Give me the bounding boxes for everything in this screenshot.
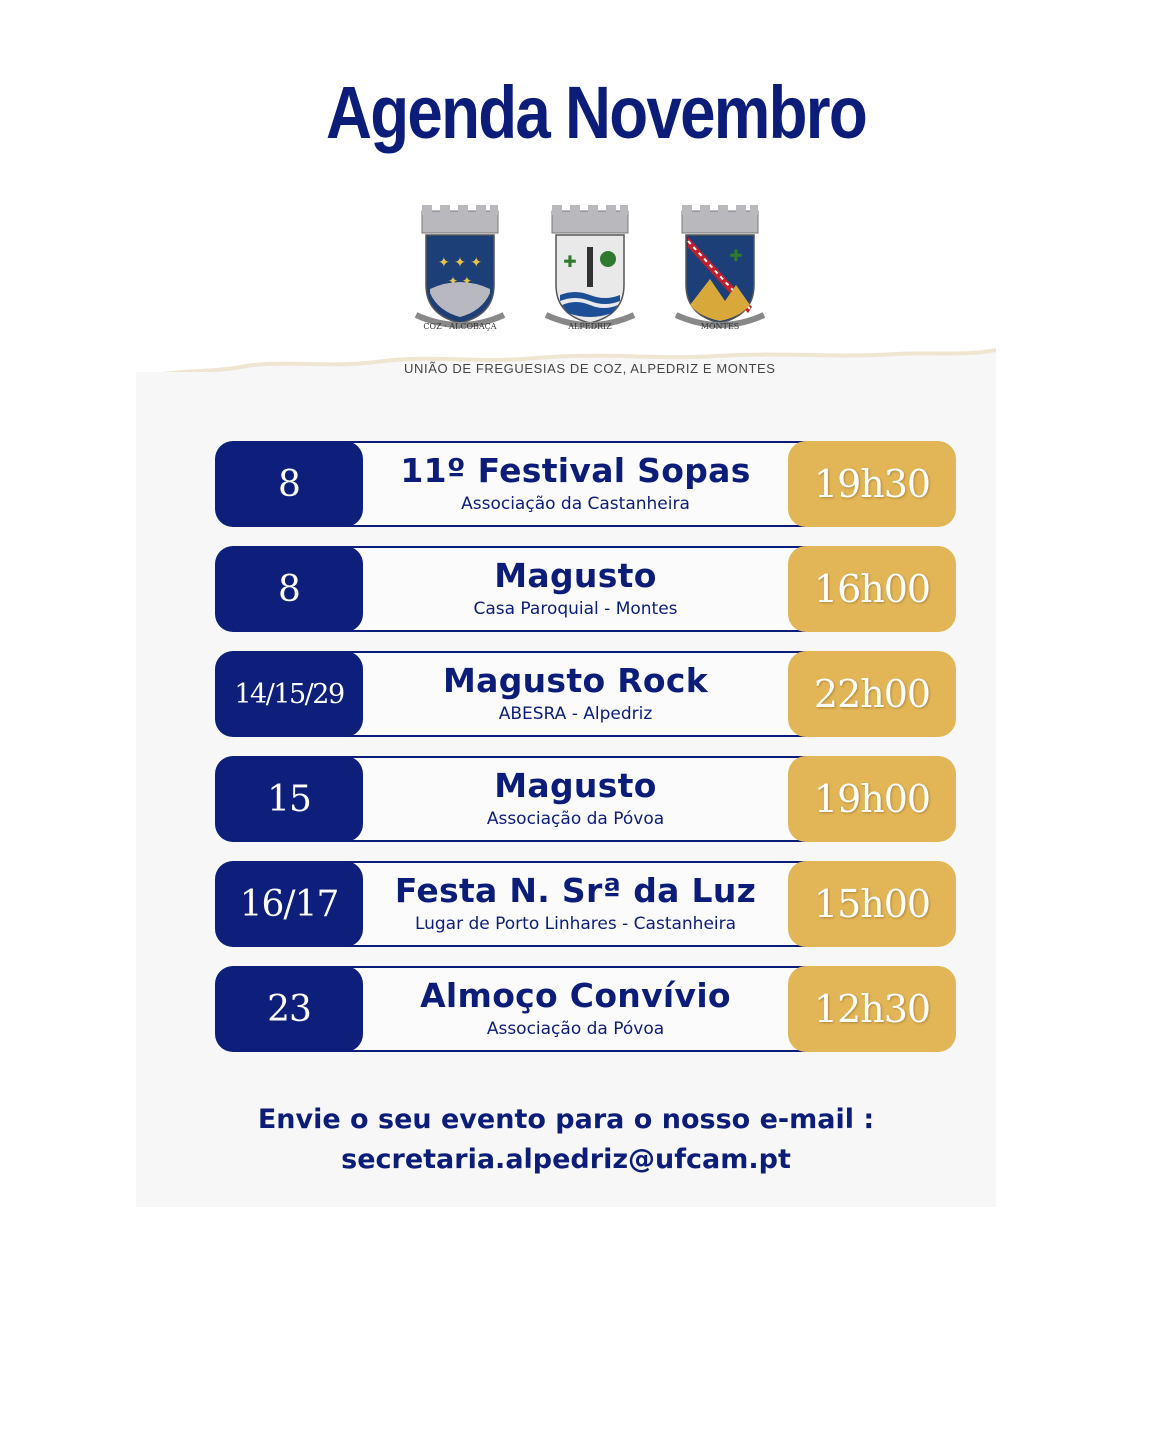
- event-row: [215, 546, 956, 632]
- event-info: [363, 546, 788, 632]
- event-title: 11º Festival Sopas: [400, 451, 751, 490]
- event-place: Lugar de Porto Linhares - Castanheira: [414, 914, 737, 934]
- event-time: 16h00: [788, 546, 956, 632]
- event-date: 8: [215, 546, 363, 632]
- event-info: [363, 441, 788, 527]
- event-info: [363, 756, 788, 842]
- svg-text:COZ · ALCOBAÇA: COZ · ALCOBAÇA: [423, 322, 497, 331]
- event-time: 19h30: [788, 441, 956, 527]
- event-row: [215, 966, 956, 1052]
- crests-group: [400, 205, 780, 345]
- svg-text:✚: ✚: [729, 246, 743, 265]
- page-title: Agenda Novembro: [326, 71, 866, 154]
- coz-crest-icon: [416, 205, 504, 331]
- event-time: 12h30: [788, 966, 956, 1052]
- event-place: Casa Paroquial - Montes: [473, 599, 678, 619]
- event-title: Festa N. Srª da Luz: [394, 871, 757, 910]
- event-row: [215, 651, 956, 737]
- event-place: Associação da Póvoa: [486, 809, 665, 829]
- event-place: Associação da Castanheira: [461, 494, 690, 514]
- event-info: [363, 651, 788, 737]
- event-title: Magusto: [494, 766, 657, 805]
- svg-text:✦ ✦ ✦: ✦ ✦ ✦: [437, 255, 483, 271]
- svg-text:ALPEDRIZ: ALPEDRIZ: [568, 322, 612, 331]
- event-time: 19h00: [788, 756, 956, 842]
- event-place: ABESRA - Alpedriz: [498, 704, 653, 724]
- event-date: 16/17: [215, 861, 363, 947]
- event-date: 14/15/29: [215, 651, 363, 737]
- footer-email[interactable]: secretaria.alpedriz@ufcam.pt: [341, 1144, 791, 1175]
- event-date: 23: [215, 966, 363, 1052]
- event-list: [215, 441, 956, 1071]
- svg-text:✚: ✚: [563, 252, 577, 271]
- footer-invite-text: Envie o seu evento para o nosso e-mail :: [257, 1104, 875, 1135]
- footer: [136, 1100, 996, 1180]
- organization-name: UNIÃO DE FREGUESIAS DE COZ, ALPEDRIZ E MONTES: [404, 361, 776, 376]
- event-row: [215, 861, 956, 947]
- event-row: [215, 441, 956, 527]
- svg-text:✦ ✦: ✦ ✦: [448, 274, 472, 288]
- event-time: 22h00: [788, 651, 956, 737]
- event-info: [363, 966, 788, 1052]
- event-time: 15h00: [788, 861, 956, 947]
- event-title: Almoço Convívio: [420, 976, 731, 1015]
- alpedriz-crest-icon: [546, 205, 634, 331]
- event-place: Associação da Póvoa: [486, 1019, 665, 1039]
- montes-crest-icon: [676, 205, 764, 331]
- event-row: [215, 756, 956, 842]
- event-title: Magusto Rock: [443, 661, 708, 700]
- event-title: Magusto: [494, 556, 657, 595]
- event-info: [363, 861, 788, 947]
- event-date: 8: [215, 441, 363, 527]
- event-date: 15: [215, 756, 363, 842]
- svg-text:MONTES: MONTES: [700, 322, 740, 331]
